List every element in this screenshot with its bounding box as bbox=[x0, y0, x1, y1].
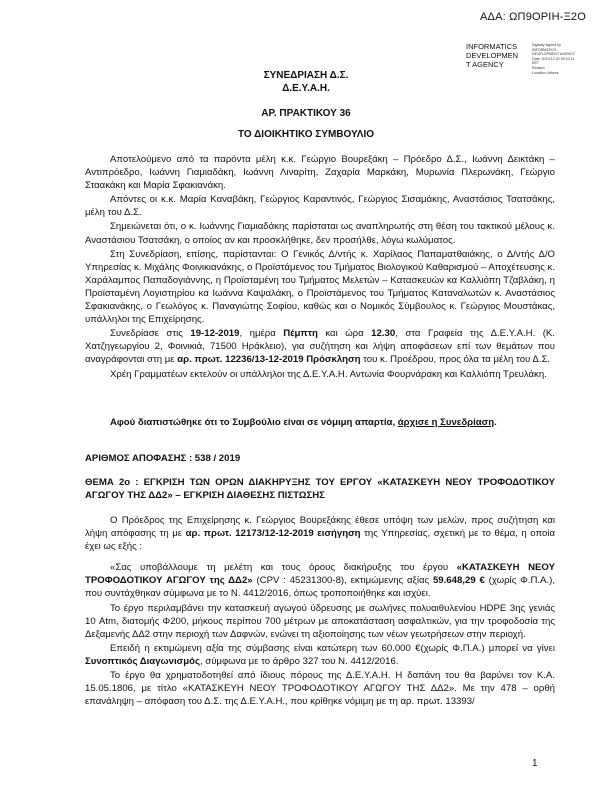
session-heading: ΣΥΝΕΔΡΙΑΣΗ Δ.Σ. bbox=[263, 70, 349, 81]
minutes-number: ΑΡ. ΠΡΑΚΤΙΚΟΥ 36 bbox=[261, 108, 351, 119]
text: Επειδή η εκτιμώμενη αξία της σύμβασης είναι κατώτερη των 60.000 €(χωρίς Φ.Π.Α.) μπορεί να γίνει bbox=[110, 642, 555, 654]
proposal-protocol: αρ. πρωτ. 12173/12-12-2019 εισήγηση bbox=[185, 528, 361, 540]
text: , σύμφωνα με το άρθρο 327 του Ν. 4412/2016. bbox=[199, 655, 399, 667]
decision-body bbox=[85, 514, 555, 709]
text: του κ. Προέδρου, προς όλα τα μέλη του Δ.Σ. bbox=[360, 354, 551, 366]
president-paragraph bbox=[85, 514, 555, 553]
text: της Υπηρεσίας, σχετική με το θέμα, η οποία έχει ως εξής : bbox=[85, 528, 555, 553]
text: και ώρα bbox=[317, 328, 372, 340]
org-heading: Δ.Ε.Υ.Α.Η. bbox=[282, 83, 330, 94]
present-members: Αποτελούμενο από τα παρόντα μέλη κ.κ. Γεώργιο Βουρεξάκη – Πρόεδρο Δ.Σ., Ιωάννη Δεικτάκη – Αντιπρόεδρο, Ιωάννη Γιαμιαδάκη, Ιωάννη Λιναρίτη, Ζαχαρία Μαρκάκη, Μυρωνία Πλερωνάκη, Γεώργιο Σταακάκη και Μαρία Σφακιανάκη. bbox=[85, 154, 555, 192]
substitute-note: Σημειώνεται ότι, ο κ. Ιωάννης Γιαμιαδάκης παρίσταται ως αναπληρωτής στη θέση του τακτικού μέλους κ. Αναστάσιου Τσατσάκη, ο οποίος αν και προσκλήθηκε, δεν προσήλθε, λόγω κωλύματος. bbox=[85, 221, 555, 246]
stamp-detail-line: DEVELOPMENT AGENCY bbox=[532, 52, 576, 57]
stamp-org-line: DEVELOPMEN bbox=[466, 51, 519, 60]
invitation-protocol: αρ. πρωτ. 12236/13-12-2019 Πρόσκληση bbox=[177, 354, 361, 366]
page-number: 1 bbox=[532, 758, 538, 769]
stamp-org-line: T AGENCY bbox=[466, 60, 504, 69]
stamp-detail-line: Digitally signed by bbox=[532, 43, 561, 47]
meeting-time: 12.30 bbox=[371, 328, 396, 340]
stamp-org-name bbox=[466, 42, 528, 69]
session-start: άρχισε η Συνεδρίαση bbox=[397, 417, 495, 428]
project-title: «ΚΑΤΑΣΚΕΥΗ ΝΕΟΥ ΤΡΟΦΟΔΟΤΙΚΟΥ ΑΓΩΓΟΥ της ΔΔ2» bbox=[85, 562, 555, 587]
stamp-detail-line: EET bbox=[532, 61, 539, 66]
submission-paragraph bbox=[85, 561, 555, 600]
stamp-detail-line: Reason: bbox=[532, 65, 546, 70]
text: (χωρίς Φ.Π.Α.), που συντάχθηκαν σύμφωνα με το Ν. 4412/2016, όπως τροποποιήθηκε και ισχύει. bbox=[85, 575, 555, 600]
stamp-detail-line: Location: Athens bbox=[532, 70, 559, 75]
meeting-details bbox=[85, 327, 555, 366]
meeting-day: Πέμπτη bbox=[283, 328, 318, 340]
text: «Σας υποβάλλουμε τη μελέτη και τους όρους διακήρυξης του έργου bbox=[110, 562, 457, 574]
text: . bbox=[494, 417, 497, 428]
text: , ημέρα bbox=[239, 328, 284, 340]
secretaries: Χρέη Γραμματέων εκτελούν οι υπάλληλοι της Δ.Ε.Υ.Α.Η. Αντωνία Φουρνάρακη και Καλλιόπη Τρευλάκη. bbox=[110, 368, 547, 380]
tender-type: Συνοπτικός Διαγωνισμός bbox=[85, 655, 200, 667]
funding-paragraph: Το έργο θα χρηματοδοτηθεί από ίδιους πόρους της Δ.Ε.Υ.Α.Η. Η δαπάνη του θα βαρύνει τον Κ.Α. 15.05.1806, με τίτλο «ΚΑΤΑΣΚΕΥΗ ΝΕΟΥ ΤΡΟΦΟΔΟΤΙΚΟΥ ΑΓΩΓΟΥ ΤΗΣ ΔΔ2». Με την 478 – ορθή επανάληψη – απόφαση του Δ.Σ. της Δ.Ε.Υ.Α.Η., που κρίθηκε νόμιμη με τη αρ. πρωτ. 13393/ bbox=[85, 670, 555, 708]
meeting-date: 19-12-2019 bbox=[190, 328, 240, 340]
estimate-paragraph bbox=[85, 642, 555, 668]
text: (CPV : 45231300-8), εκτιμώμενης αξίας bbox=[252, 575, 433, 587]
ada-code: ΑΔΑ: ΩΠ9ΟΡΙΗ-Ξ2Ο bbox=[480, 11, 586, 23]
quorum-statement bbox=[85, 416, 555, 430]
estimated-value: 59.648,29 € bbox=[432, 575, 485, 587]
text: Συνεδρίασε στις bbox=[110, 328, 191, 340]
decision-number: ΑΡΙΘΜΟΣ ΑΠΟΦΑΣΗΣ : 538 / 2019 bbox=[85, 453, 241, 464]
intro-section bbox=[85, 153, 555, 382]
text: Ο Πρόεδρος της Επιχείρησης κ. Γεώργιος Βουρεξάκης έθεσε υπόψη των μελών, προς συζήτηση και λήψη απόφασης τη με bbox=[85, 515, 555, 540]
text: , στα Γραφεία της Δ.Ε.Υ.Α.Η. (Κ. Χατζηγεωργίου 2, Φοινικιά, 71500 Ηράκλειο), για συζήτηση και λήψη αποφάσεων επί των θεμάτων που αναγράφονται στη με bbox=[85, 328, 555, 366]
quorum-line bbox=[85, 416, 555, 429]
stamp-detail-line: INFORMATICS bbox=[532, 47, 557, 52]
text: Αφού διαπιστώθηκε ότι το Συμβούλιο είναι σε νόμιμη απαρτία, bbox=[110, 417, 398, 428]
absent-members: Απόντες οι κ.κ. Μαρία Καναβάκη, Γεώργιος Καραντινός, Γεώργιος Σισαμάκης, Αναστάσιος Τσατσάκης, μέλη του Δ.Σ. bbox=[85, 194, 555, 219]
board-heading: ΤΟ ΔΙΟΙΚΗΤΙΚΟ ΣΥΜΒΟΥΛΙΟ bbox=[238, 129, 374, 140]
attendees-paragraph: Στη Συνεδρίαση, επίσης, παρίστανται: Ο Γενικός Δ/ντής κ. Χαρίλαος Παπαματθαιάκης, ο Δ/ντής Δ/Ο Υπηρεσίας κ. Μιχάλης Φοινικιανάκης, ο Προϊστάμενος του Τμήματος Βιολογικού Καθαρισμού – Αποχέτευσης κ. Χαράλαμπος Παπαδογιάννης, η Προϊσταμένη του Τμήματος Μελετών – Κατασκευών κα Καλλιόπη Τζαβλάκη, η Προϊσταμένη Λογιστηρίου κα Ιωάννα Καψαλάκη, ο Προϊστάμενος του Τμήματος Καταναλωτών κ. Αναστάσιος Σφακιανάκης, ο Γεωλόγος κ. Παναγιώτης Σοφίου, καθώς και ο Νομικός Σύμβουλος κ. Γεώργιος Μουστάκας, υπάλληλοι της Επιχείρησης. bbox=[85, 248, 555, 326]
works-description: Το έργο περιλαμβάνει την κατασκευή αγωγού ύδρευσης με σωλήνες πολυαιθυλενίου HDPE 3ης γενιάς 10 Atm, διατομής Φ200, μήκους περίπου 700 μέτρων με αποκατάσταση ασφαλτικών, για την τροφοδοσία της Δεξαμενής ΔΔ2 στην περιοχή των Δαφνών, ενώνει τη αξιοποίησης των νέων γεωτρήσεων στην περιοχή. bbox=[85, 602, 555, 640]
stamp-detail-line: Date: 2019.12.20 09:10:11 bbox=[532, 56, 575, 61]
stamp-org-line: INFORMATICS bbox=[466, 42, 518, 51]
subject-title: ΘΕΜΑ 2ο : ΕΓΚΡΙΣΗ ΤΩΝ ΟΡΩΝ ΔΙΑΚΗΡΥΞΗΣ ΤΟΥ ΕΡΓΟΥ «ΚΑΤΑΣΚΕΥΗ ΝΕΟΥ ΤΡΟΦΟΔΟΤΙΚΟΥ ΑΓΩΓΟΥ ΤΗΣ ΔΔ2» – ΕΓΚΡΙΣΗ ΔΙΑΘΕΣΗΣ ΠΙΣΤΩΣΗΣ bbox=[85, 477, 555, 501]
